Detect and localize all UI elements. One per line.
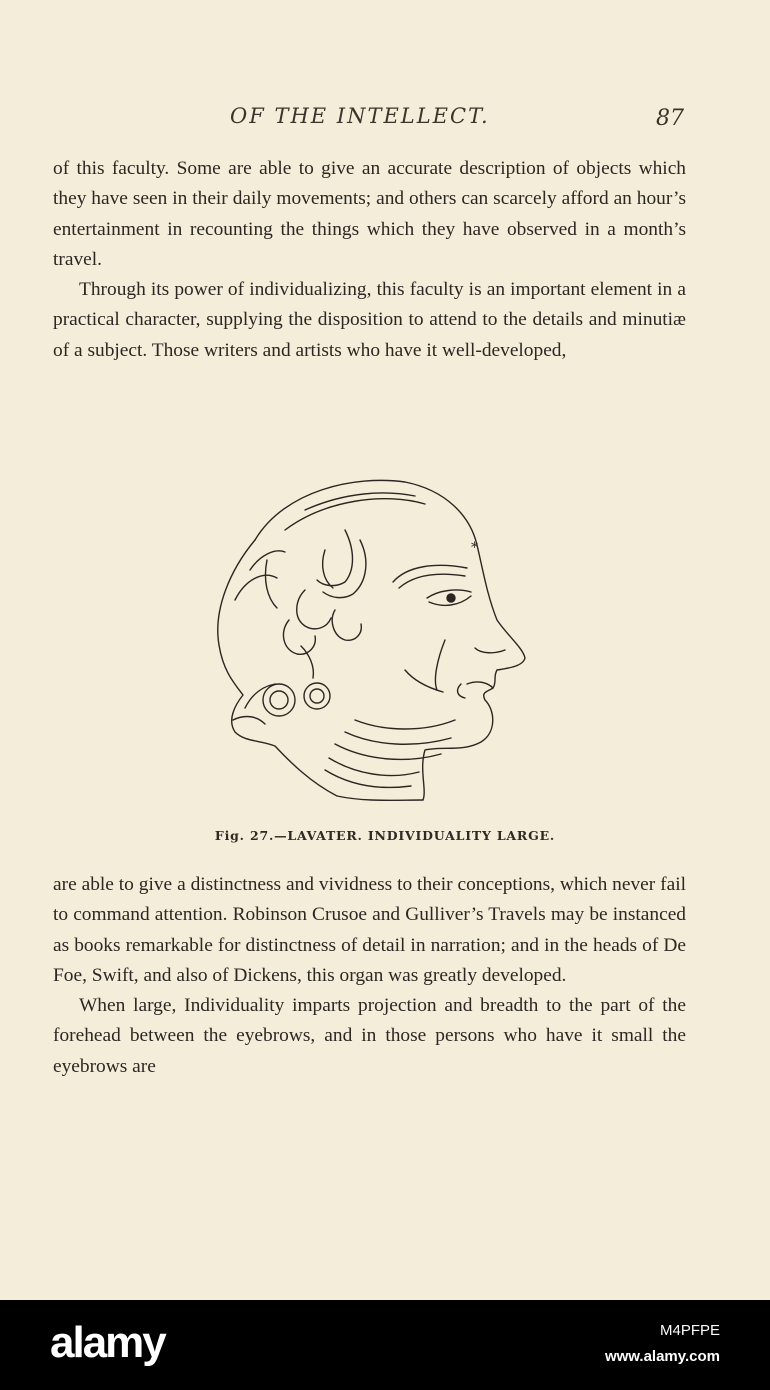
forehead-marker: *	[471, 540, 478, 556]
watermark-footer	[0, 1300, 770, 1390]
image-id: M4PFPE	[659, 1322, 720, 1339]
paragraph: When large, Individuality imparts projection and breadth to the part of the forehead between the eyebrows, and in those persons who have it small the eyebrows are	[53, 995, 686, 1077]
paragraph: Through its power of individualizing, this faculty is an important element in a practical character, supplying the disposition to attend to the details and minutiæ of a subject. Those writers and artists who have it well-developed,	[53, 279, 686, 361]
site-url: www.alamy.com	[604, 1348, 720, 1365]
figure-caption: Fig. 27.—LAVATER. INDIVIDUALITY LARGE.	[214, 828, 556, 843]
text-block-top	[53, 154, 686, 366]
paragraph: are able to give a distinctness and vividness to their conceptions, which never fail to command attention. Robinson Crusoe and Gulliver’s Travels may be instanced as books remarkable for distinctness of detail in narration; and in the heads of De Foe, Swift, and also of Dickens, this organ was greatly developed.	[53, 874, 686, 986]
lavater-head-illustration	[205, 470, 535, 810]
text-block-bottom	[53, 870, 686, 1082]
paragraph: of this faculty. Some are able to give an accurate description of objects which they have seen in their daily movements; and others can scarcely afford an hour’s entertainment in recounting the things which they have observed in a month’s travel.	[53, 158, 686, 270]
head-engraving	[205, 470, 535, 810]
page-number: 87	[656, 106, 684, 131]
running-title: OF THE INTELLECT.	[230, 104, 490, 128]
running-head	[0, 104, 770, 134]
alamy-logo: alamy	[50, 1318, 165, 1367]
